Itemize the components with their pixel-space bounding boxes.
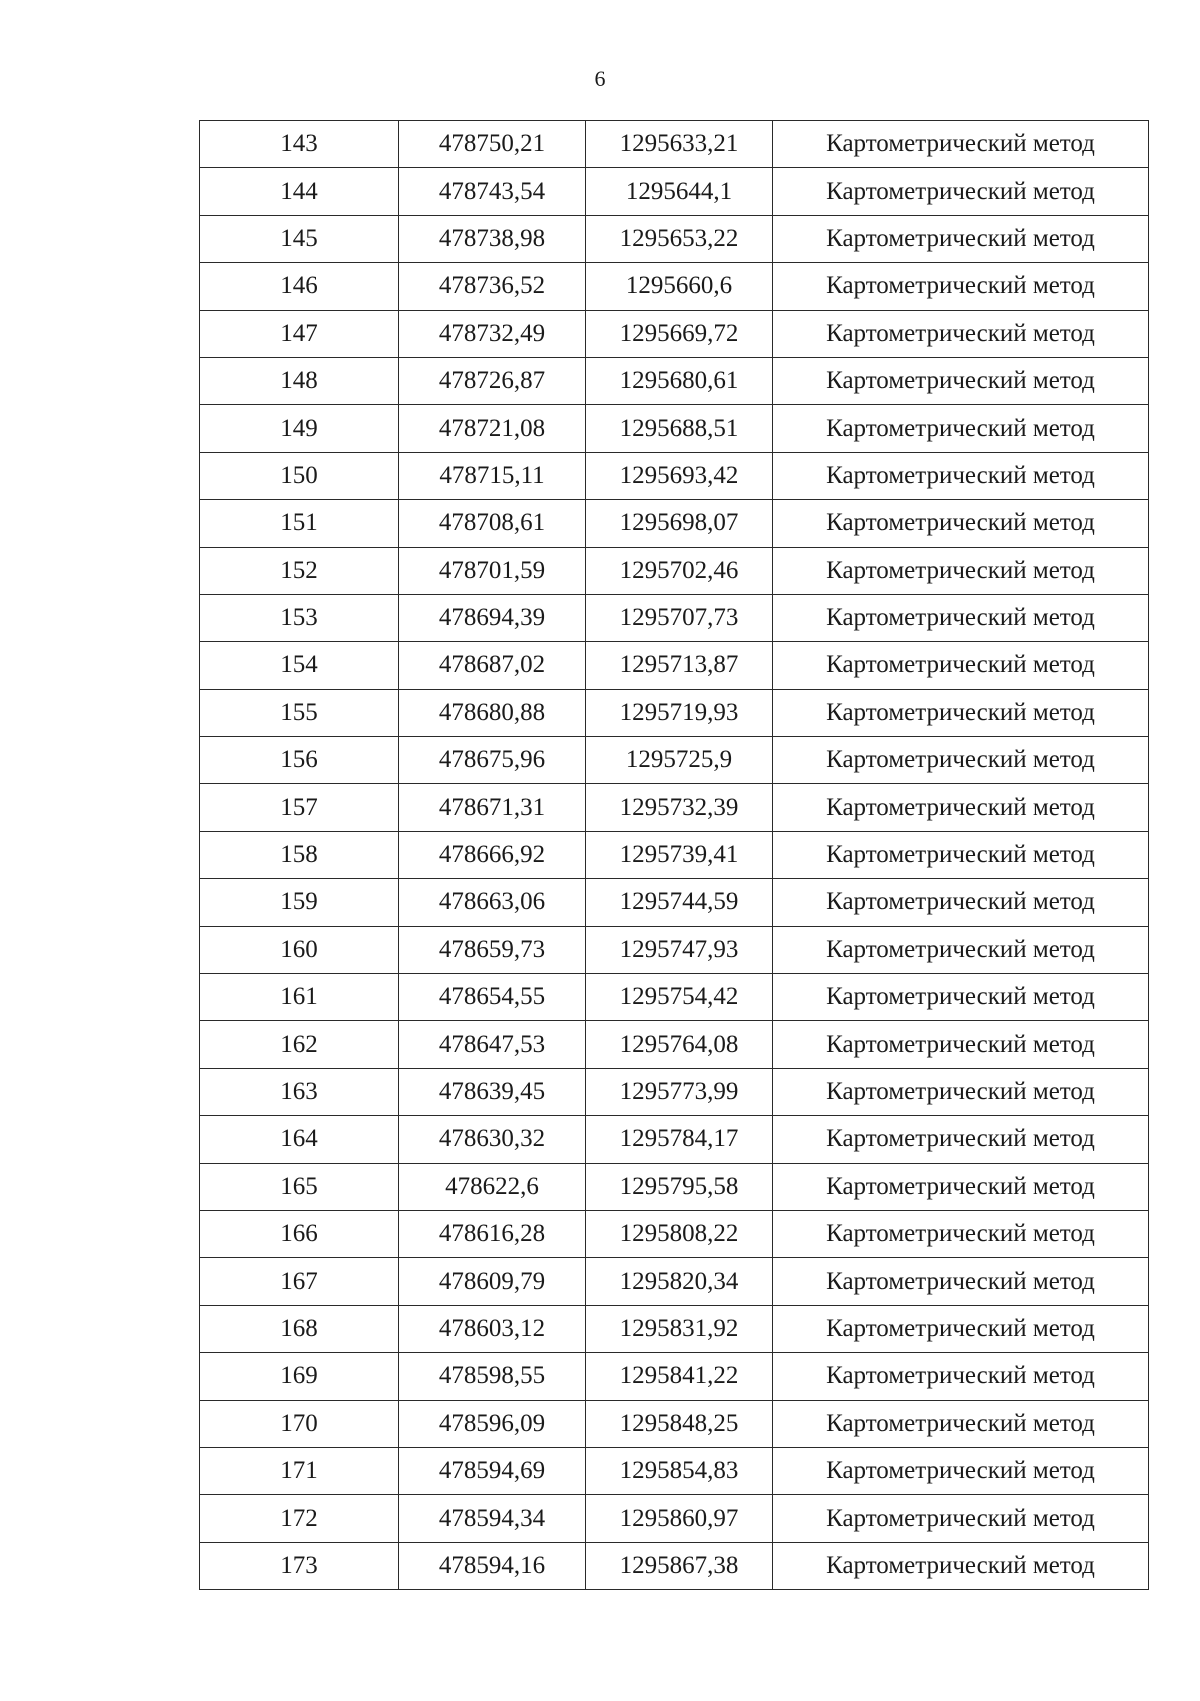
point-number-cell: 163 bbox=[200, 1068, 399, 1115]
x-coordinate-cell: 478694,39 bbox=[399, 594, 586, 641]
x-coordinate-cell: 478732,49 bbox=[399, 310, 586, 357]
y-coordinate-cell: 1295653,22 bbox=[586, 215, 773, 262]
y-coordinate-cell: 1295644,1 bbox=[586, 168, 773, 215]
y-coordinate-cell: 1295841,22 bbox=[586, 1353, 773, 1400]
x-coordinate-cell: 478666,92 bbox=[399, 831, 586, 878]
table-row bbox=[200, 689, 1149, 736]
table-row bbox=[200, 594, 1149, 641]
x-coordinate-cell: 478639,45 bbox=[399, 1068, 586, 1115]
x-coordinate-cell: 478721,08 bbox=[399, 405, 586, 452]
point-number-cell: 165 bbox=[200, 1163, 399, 1210]
table-row bbox=[200, 831, 1149, 878]
point-number-cell: 162 bbox=[200, 1021, 399, 1068]
x-coordinate-cell: 478594,69 bbox=[399, 1447, 586, 1494]
y-coordinate-cell: 1295680,61 bbox=[586, 357, 773, 404]
table-row bbox=[200, 1447, 1149, 1494]
table-row bbox=[200, 547, 1149, 594]
table-row bbox=[200, 121, 1149, 168]
point-number-cell: 146 bbox=[200, 263, 399, 310]
table-row bbox=[200, 879, 1149, 926]
table-row bbox=[200, 168, 1149, 215]
y-coordinate-cell: 1295773,99 bbox=[586, 1068, 773, 1115]
x-coordinate-cell: 478675,96 bbox=[399, 737, 586, 784]
y-coordinate-cell: 1295831,92 bbox=[586, 1305, 773, 1352]
table-row bbox=[200, 1021, 1149, 1068]
y-coordinate-cell: 1295698,07 bbox=[586, 500, 773, 547]
point-number-cell: 169 bbox=[200, 1353, 399, 1400]
x-coordinate-cell: 478750,21 bbox=[399, 121, 586, 168]
point-number-cell: 155 bbox=[200, 689, 399, 736]
method-cell: Картометрический метод bbox=[773, 263, 1149, 310]
table-row bbox=[200, 405, 1149, 452]
table-row bbox=[200, 1353, 1149, 1400]
y-coordinate-cell: 1295820,34 bbox=[586, 1258, 773, 1305]
point-number-cell: 160 bbox=[200, 926, 399, 973]
method-cell: Картометрический метод bbox=[773, 357, 1149, 404]
x-coordinate-cell: 478701,59 bbox=[399, 547, 586, 594]
method-cell: Картометрический метод bbox=[773, 500, 1149, 547]
method-cell: Картометрический метод bbox=[773, 405, 1149, 452]
method-cell: Картометрический метод bbox=[773, 1495, 1149, 1542]
x-coordinate-cell: 478603,12 bbox=[399, 1305, 586, 1352]
table-row bbox=[200, 1068, 1149, 1115]
table-row bbox=[200, 1542, 1149, 1589]
y-coordinate-cell: 1295732,39 bbox=[586, 784, 773, 831]
y-coordinate-cell: 1295739,41 bbox=[586, 831, 773, 878]
table-row bbox=[200, 1495, 1149, 1542]
x-coordinate-cell: 478738,98 bbox=[399, 215, 586, 262]
method-cell: Картометрический метод bbox=[773, 121, 1149, 168]
point-number-cell: 156 bbox=[200, 737, 399, 784]
coordinates-table-body bbox=[200, 121, 1149, 1590]
method-cell: Картометрический метод bbox=[773, 784, 1149, 831]
table-row bbox=[200, 263, 1149, 310]
table-row bbox=[200, 1305, 1149, 1352]
method-cell: Картометрический метод bbox=[773, 1400, 1149, 1447]
method-cell: Картометрический метод bbox=[773, 1353, 1149, 1400]
y-coordinate-cell: 1295719,93 bbox=[586, 689, 773, 736]
point-number-cell: 168 bbox=[200, 1305, 399, 1352]
method-cell: Картометрический метод bbox=[773, 215, 1149, 262]
y-coordinate-cell: 1295669,72 bbox=[586, 310, 773, 357]
y-coordinate-cell: 1295808,22 bbox=[586, 1210, 773, 1257]
x-coordinate-cell: 478687,02 bbox=[399, 642, 586, 689]
table-row bbox=[200, 974, 1149, 1021]
y-coordinate-cell: 1295747,93 bbox=[586, 926, 773, 973]
y-coordinate-cell: 1295633,21 bbox=[586, 121, 773, 168]
method-cell: Картометрический метод bbox=[773, 831, 1149, 878]
point-number-cell: 159 bbox=[200, 879, 399, 926]
x-coordinate-cell: 478622,6 bbox=[399, 1163, 586, 1210]
point-number-cell: 145 bbox=[200, 215, 399, 262]
point-number-cell: 157 bbox=[200, 784, 399, 831]
point-number-cell: 154 bbox=[200, 642, 399, 689]
method-cell: Картометрический метод bbox=[773, 926, 1149, 973]
method-cell: Картометрический метод bbox=[773, 689, 1149, 736]
x-coordinate-cell: 478596,09 bbox=[399, 1400, 586, 1447]
x-coordinate-cell: 478708,61 bbox=[399, 500, 586, 547]
table-row bbox=[200, 926, 1149, 973]
table-row bbox=[200, 1116, 1149, 1163]
point-number-cell: 173 bbox=[200, 1542, 399, 1589]
y-coordinate-cell: 1295795,58 bbox=[586, 1163, 773, 1210]
table-row bbox=[200, 1400, 1149, 1447]
point-number-cell: 149 bbox=[200, 405, 399, 452]
y-coordinate-cell: 1295764,08 bbox=[586, 1021, 773, 1068]
table-row bbox=[200, 784, 1149, 831]
y-coordinate-cell: 1295707,73 bbox=[586, 594, 773, 641]
point-number-cell: 161 bbox=[200, 974, 399, 1021]
method-cell: Картометрический метод bbox=[773, 642, 1149, 689]
coordinates-table bbox=[199, 120, 1149, 1590]
x-coordinate-cell: 478594,34 bbox=[399, 1495, 586, 1542]
method-cell: Картометрический метод bbox=[773, 1068, 1149, 1115]
method-cell: Картометрический метод bbox=[773, 547, 1149, 594]
point-number-cell: 167 bbox=[200, 1258, 399, 1305]
x-coordinate-cell: 478659,73 bbox=[399, 926, 586, 973]
method-cell: Картометрический метод bbox=[773, 737, 1149, 784]
x-coordinate-cell: 478654,55 bbox=[399, 974, 586, 1021]
point-number-cell: 148 bbox=[200, 357, 399, 404]
table-row bbox=[200, 1163, 1149, 1210]
x-coordinate-cell: 478647,53 bbox=[399, 1021, 586, 1068]
method-cell: Картометрический метод bbox=[773, 594, 1149, 641]
method-cell: Картометрический метод bbox=[773, 1447, 1149, 1494]
table-row bbox=[200, 1258, 1149, 1305]
x-coordinate-cell: 478594,16 bbox=[399, 1542, 586, 1589]
point-number-cell: 143 bbox=[200, 121, 399, 168]
y-coordinate-cell: 1295702,46 bbox=[586, 547, 773, 594]
method-cell: Картометрический метод bbox=[773, 310, 1149, 357]
point-number-cell: 170 bbox=[200, 1400, 399, 1447]
x-coordinate-cell: 478715,11 bbox=[399, 452, 586, 499]
point-number-cell: 172 bbox=[200, 1495, 399, 1542]
x-coordinate-cell: 478671,31 bbox=[399, 784, 586, 831]
method-cell: Картометрический метод bbox=[773, 1258, 1149, 1305]
point-number-cell: 152 bbox=[200, 547, 399, 594]
table-row bbox=[200, 500, 1149, 547]
x-coordinate-cell: 478680,88 bbox=[399, 689, 586, 736]
y-coordinate-cell: 1295867,38 bbox=[586, 1542, 773, 1589]
method-cell: Картометрический метод bbox=[773, 168, 1149, 215]
point-number-cell: 153 bbox=[200, 594, 399, 641]
point-number-cell: 147 bbox=[200, 310, 399, 357]
y-coordinate-cell: 1295860,97 bbox=[586, 1495, 773, 1542]
method-cell: Картометрический метод bbox=[773, 1542, 1149, 1589]
x-coordinate-cell: 478630,32 bbox=[399, 1116, 586, 1163]
table-row bbox=[200, 642, 1149, 689]
y-coordinate-cell: 1295744,59 bbox=[586, 879, 773, 926]
table-row bbox=[200, 357, 1149, 404]
x-coordinate-cell: 478598,55 bbox=[399, 1353, 586, 1400]
x-coordinate-cell: 478743,54 bbox=[399, 168, 586, 215]
x-coordinate-cell: 478609,79 bbox=[399, 1258, 586, 1305]
point-number-cell: 166 bbox=[200, 1210, 399, 1257]
x-coordinate-cell: 478663,06 bbox=[399, 879, 586, 926]
method-cell: Картометрический метод bbox=[773, 452, 1149, 499]
point-number-cell: 171 bbox=[200, 1447, 399, 1494]
x-coordinate-cell: 478616,28 bbox=[399, 1210, 586, 1257]
point-number-cell: 158 bbox=[200, 831, 399, 878]
point-number-cell: 144 bbox=[200, 168, 399, 215]
method-cell: Картометрический метод bbox=[773, 1305, 1149, 1352]
method-cell: Картометрический метод bbox=[773, 1163, 1149, 1210]
point-number-cell: 151 bbox=[200, 500, 399, 547]
table-row bbox=[200, 215, 1149, 262]
method-cell: Картометрический метод bbox=[773, 1021, 1149, 1068]
method-cell: Картометрический метод bbox=[773, 1210, 1149, 1257]
table-row bbox=[200, 452, 1149, 499]
page-number: 6 bbox=[594, 66, 606, 91]
table-row bbox=[200, 1210, 1149, 1257]
method-cell: Картометрический метод bbox=[773, 1116, 1149, 1163]
table-row bbox=[200, 310, 1149, 357]
y-coordinate-cell: 1295660,6 bbox=[586, 263, 773, 310]
y-coordinate-cell: 1295854,83 bbox=[586, 1447, 773, 1494]
y-coordinate-cell: 1295725,9 bbox=[586, 737, 773, 784]
method-cell: Картометрический метод bbox=[773, 974, 1149, 1021]
y-coordinate-cell: 1295713,87 bbox=[586, 642, 773, 689]
y-coordinate-cell: 1295688,51 bbox=[586, 405, 773, 452]
y-coordinate-cell: 1295754,42 bbox=[586, 974, 773, 1021]
point-number-cell: 150 bbox=[200, 452, 399, 499]
point-number-cell: 164 bbox=[200, 1116, 399, 1163]
table-row bbox=[200, 737, 1149, 784]
x-coordinate-cell: 478736,52 bbox=[399, 263, 586, 310]
x-coordinate-cell: 478726,87 bbox=[399, 357, 586, 404]
method-cell: Картометрический метод bbox=[773, 879, 1149, 926]
y-coordinate-cell: 1295848,25 bbox=[586, 1400, 773, 1447]
y-coordinate-cell: 1295784,17 bbox=[586, 1116, 773, 1163]
y-coordinate-cell: 1295693,42 bbox=[586, 452, 773, 499]
